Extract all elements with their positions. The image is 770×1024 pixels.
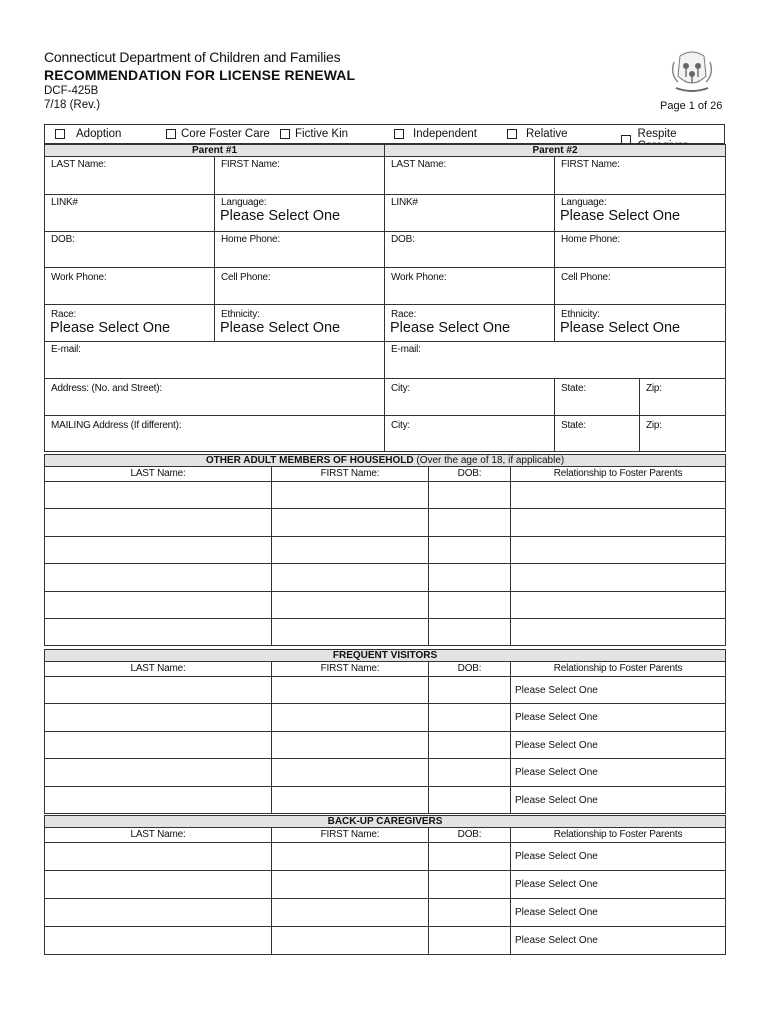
field-label: Work Phone: <box>51 272 107 283</box>
field-label: Language: <box>561 197 607 208</box>
mailing-address-field[interactable] <box>45 416 385 452</box>
cell-first-name[interactable] <box>272 482 429 509</box>
field-label: Address: (No. and Street): <box>51 383 162 394</box>
cell-first-name[interactable] <box>272 843 429 871</box>
cell-relationship[interactable] <box>511 592 726 619</box>
checkbox-label: Fictive Kin <box>295 128 349 140</box>
cell-relationship[interactable] <box>511 537 726 564</box>
field-label: Work Phone: <box>391 272 447 283</box>
cell-last-name[interactable] <box>45 843 272 871</box>
address-field[interactable] <box>45 379 385 416</box>
field-label: Cell Phone: <box>221 272 271 283</box>
cell-last-name[interactable] <box>45 732 272 759</box>
cell-relationship[interactable] <box>511 482 726 509</box>
field-label: LINK# <box>51 197 78 208</box>
cell-first-name[interactable] <box>272 787 429 814</box>
field-label: City: <box>391 420 411 431</box>
cell-dob[interactable] <box>429 564 511 592</box>
cell-first-name[interactable] <box>272 564 429 592</box>
cell-last-name[interactable] <box>45 927 272 955</box>
checkbox-core-foster-care[interactable] <box>166 128 270 140</box>
cell-last-name[interactable] <box>45 509 272 537</box>
cell-dob[interactable] <box>429 787 511 814</box>
p1-last-name-field[interactable] <box>45 157 215 195</box>
column-header: Relationship to Foster Parents <box>511 467 726 482</box>
cell-dob[interactable] <box>429 871 511 899</box>
cell-last-name[interactable] <box>45 787 272 814</box>
column-header: DOB: <box>429 828 511 843</box>
table-row <box>45 509 726 537</box>
p2-first-name-field[interactable] <box>555 157 726 195</box>
mailing-state-field[interactable] <box>555 416 640 452</box>
field-label: Zip: <box>646 383 662 394</box>
zip-field[interactable] <box>640 379 726 416</box>
cell-first-name[interactable] <box>272 509 429 537</box>
cell-dob[interactable] <box>429 759 511 787</box>
column-header: LAST Name: <box>45 662 272 677</box>
table-row <box>45 677 726 704</box>
relationship-select[interactable]: Please Select One <box>511 787 726 814</box>
field-label: LAST Name: <box>391 159 447 170</box>
cell-dob[interactable] <box>429 732 511 759</box>
agency-name: Connecticut Department of Children and Families <box>44 49 341 65</box>
mailing-city-field[interactable] <box>385 416 555 452</box>
field-label: MAILING Address (If different): <box>51 420 182 431</box>
table-row <box>45 564 726 592</box>
field-label: City: <box>391 383 411 394</box>
checkbox-box[interactable] <box>55 129 65 139</box>
field-label: DOB: <box>51 234 75 245</box>
field-label: State: <box>561 383 586 394</box>
parent-info-table <box>44 144 726 452</box>
column-header: FIRST Name: <box>272 662 429 677</box>
field-label: Ethnicity: <box>221 309 260 320</box>
table-row <box>45 927 726 955</box>
p1-work-phone-field[interactable] <box>45 268 215 305</box>
cell-first-name[interactable] <box>272 704 429 732</box>
table-row <box>45 787 726 814</box>
p1-first-name-field[interactable] <box>215 157 385 195</box>
field-label: E-mail: <box>51 344 81 355</box>
p1-language-field[interactable] <box>215 195 385 232</box>
checkbox-label: Respite <box>637 128 677 140</box>
checkbox-box[interactable] <box>394 129 404 139</box>
cell-dob[interactable] <box>429 899 511 927</box>
section-title: OTHER ADULT MEMBERS OF HOUSEHOLD <box>205 455 414 466</box>
relationship-select[interactable]: Please Select One <box>511 759 726 787</box>
cell-first-name[interactable] <box>272 871 429 899</box>
column-header: Relationship to Foster Parents <box>511 828 726 843</box>
cell-relationship[interactable] <box>511 564 726 592</box>
field-label: Race: <box>391 309 417 320</box>
p1-dob-field[interactable] <box>45 232 215 268</box>
cell-dob[interactable] <box>429 592 511 619</box>
table-row <box>45 619 726 646</box>
field-label: LAST Name: <box>51 159 107 170</box>
field-label: E-mail: <box>391 344 421 355</box>
p2-language-field[interactable] <box>555 195 726 232</box>
state-field[interactable] <box>555 379 640 416</box>
p1-race-field[interactable] <box>45 305 215 342</box>
relationship-select[interactable]: Please Select One <box>511 704 726 732</box>
field-label: Race: <box>51 309 77 320</box>
p2-work-phone-field[interactable] <box>385 268 555 305</box>
table-row <box>45 592 726 619</box>
cell-first-name[interactable] <box>272 537 429 564</box>
p1-ethnicity-select[interactable]: Please Select One <box>220 320 341 336</box>
cell-last-name[interactable] <box>45 759 272 787</box>
cell-relationship[interactable] <box>511 509 726 537</box>
checkbox-label: Relative <box>526 128 568 140</box>
p2-language-select[interactable]: Please Select One <box>560 208 681 224</box>
p2-ethnicity-field[interactable] <box>555 305 726 342</box>
backup-caregivers-table <box>44 815 726 955</box>
column-header: FIRST Name: <box>272 828 429 843</box>
license-type-row <box>44 124 725 144</box>
cell-last-name[interactable] <box>45 619 272 646</box>
p1-email-field[interactable] <box>45 342 385 379</box>
p2-home-phone-field[interactable] <box>555 232 726 268</box>
relationship-select[interactable]: Please Select One <box>511 871 726 899</box>
relationship-select[interactable]: Please Select One <box>511 899 726 927</box>
table-row <box>45 759 726 787</box>
section-note: (Over the age of 18, if applicable) <box>413 455 565 466</box>
checkbox-relative[interactable] <box>507 128 568 140</box>
cell-first-name[interactable] <box>272 732 429 759</box>
table-row <box>45 537 726 564</box>
cell-first-name[interactable] <box>272 592 429 619</box>
parent1-header: Parent #1 <box>45 145 385 157</box>
table-row <box>45 704 726 732</box>
parent2-header: Parent #2 <box>385 145 726 157</box>
backup-caregivers-title: BACK-UP CAREGIVERS <box>45 816 726 828</box>
p1-race-select[interactable]: Please Select One <box>50 320 171 336</box>
column-header: DOB: <box>429 662 511 677</box>
checkbox-independent[interactable] <box>394 128 477 140</box>
cell-dob[interactable] <box>429 704 511 732</box>
checkbox-fictive-kin[interactable] <box>280 128 348 140</box>
city-field[interactable] <box>385 379 555 416</box>
cell-first-name[interactable] <box>272 619 429 646</box>
relationship-select[interactable]: Please Select One <box>511 843 726 871</box>
p1-home-phone-field[interactable] <box>215 232 385 268</box>
page-number: Page 1 of 26 <box>660 100 723 112</box>
cell-last-name[interactable] <box>45 564 272 592</box>
field-label: Cell Phone: <box>561 272 611 283</box>
p1-cell-phone-field[interactable] <box>215 268 385 305</box>
cell-last-name[interactable] <box>45 592 272 619</box>
cell-last-name[interactable] <box>45 899 272 927</box>
cell-dob[interactable] <box>429 927 511 955</box>
p2-race-select[interactable]: Please Select One <box>390 320 511 336</box>
table-row <box>45 899 726 927</box>
column-header: DOB: <box>429 467 511 482</box>
field-label: FIRST Name: <box>561 159 620 170</box>
frequent-visitors-table <box>44 649 726 814</box>
cell-last-name[interactable] <box>45 677 272 704</box>
field-label: Home Phone: <box>221 234 280 245</box>
p2-email-field[interactable] <box>385 342 726 379</box>
column-header: LAST Name: <box>45 467 272 482</box>
p1-link-field[interactable] <box>45 195 215 232</box>
field-label: FIRST Name: <box>221 159 280 170</box>
table-row <box>45 843 726 871</box>
cell-first-name[interactable] <box>272 899 429 927</box>
other-adults-table <box>44 454 726 646</box>
cell-last-name[interactable] <box>45 537 272 564</box>
cell-dob[interactable] <box>429 537 511 564</box>
frequent-visitors-title: FREQUENT VISITORS <box>45 650 726 662</box>
p2-link-field[interactable] <box>385 195 555 232</box>
relationship-select[interactable]: Please Select One <box>511 927 726 955</box>
field-label: Ethnicity: <box>561 309 600 320</box>
field-label: State: <box>561 420 586 431</box>
p2-race-field[interactable] <box>385 305 555 342</box>
field-label: DOB: <box>391 234 415 245</box>
cell-relationship[interactable] <box>511 619 726 646</box>
checkbox-box[interactable] <box>280 129 290 139</box>
cell-dob[interactable] <box>429 509 511 537</box>
cell-dob[interactable] <box>429 677 511 704</box>
cell-last-name[interactable] <box>45 704 272 732</box>
checkbox-adoption[interactable] <box>55 128 121 140</box>
field-label: LINK# <box>391 197 418 208</box>
relationship-select[interactable]: Please Select One <box>511 732 726 759</box>
cell-dob[interactable] <box>429 619 511 646</box>
p1-ethnicity-field[interactable] <box>215 305 385 342</box>
checkbox-box[interactable] <box>507 129 517 139</box>
other-adults-title <box>45 455 726 467</box>
form-title: RECOMMENDATION FOR LICENSE RENEWAL <box>44 67 356 83</box>
p2-ethnicity-select[interactable]: Please Select One <box>560 320 681 336</box>
cell-dob[interactable] <box>429 482 511 509</box>
table-row <box>45 732 726 759</box>
p2-dob-field[interactable] <box>385 232 555 268</box>
cell-last-name[interactable] <box>45 871 272 899</box>
cell-first-name[interactable] <box>272 677 429 704</box>
checkbox-box[interactable] <box>166 129 176 139</box>
cell-dob[interactable] <box>429 843 511 871</box>
p2-cell-phone-field[interactable] <box>555 268 726 305</box>
p1-language-select[interactable]: Please Select One <box>220 208 341 224</box>
checkbox-label: Core Foster Care <box>181 128 270 140</box>
column-header: FIRST Name: <box>272 467 429 482</box>
state-seal-icon <box>666 46 718 98</box>
cell-last-name[interactable] <box>45 482 272 509</box>
p2-last-name-field[interactable] <box>385 157 555 195</box>
form-number: DCF-425B <box>44 85 99 97</box>
relationship-select[interactable]: Please Select One <box>511 677 726 704</box>
checkbox-label: Independent <box>413 128 477 140</box>
cell-first-name[interactable] <box>272 759 429 787</box>
field-label: Zip: <box>646 420 662 431</box>
form-revision: 7/18 (Rev.) <box>44 99 101 111</box>
checkbox-label: Adoption <box>76 128 122 140</box>
field-label: Home Phone: <box>561 234 620 245</box>
column-header: Relationship to Foster Parents <box>511 662 726 677</box>
field-label: Language: <box>221 197 267 208</box>
cell-first-name[interactable] <box>272 927 429 955</box>
column-header: LAST Name: <box>45 828 272 843</box>
table-row <box>45 482 726 509</box>
mailing-zip-field[interactable] <box>640 416 726 452</box>
table-row <box>45 871 726 899</box>
